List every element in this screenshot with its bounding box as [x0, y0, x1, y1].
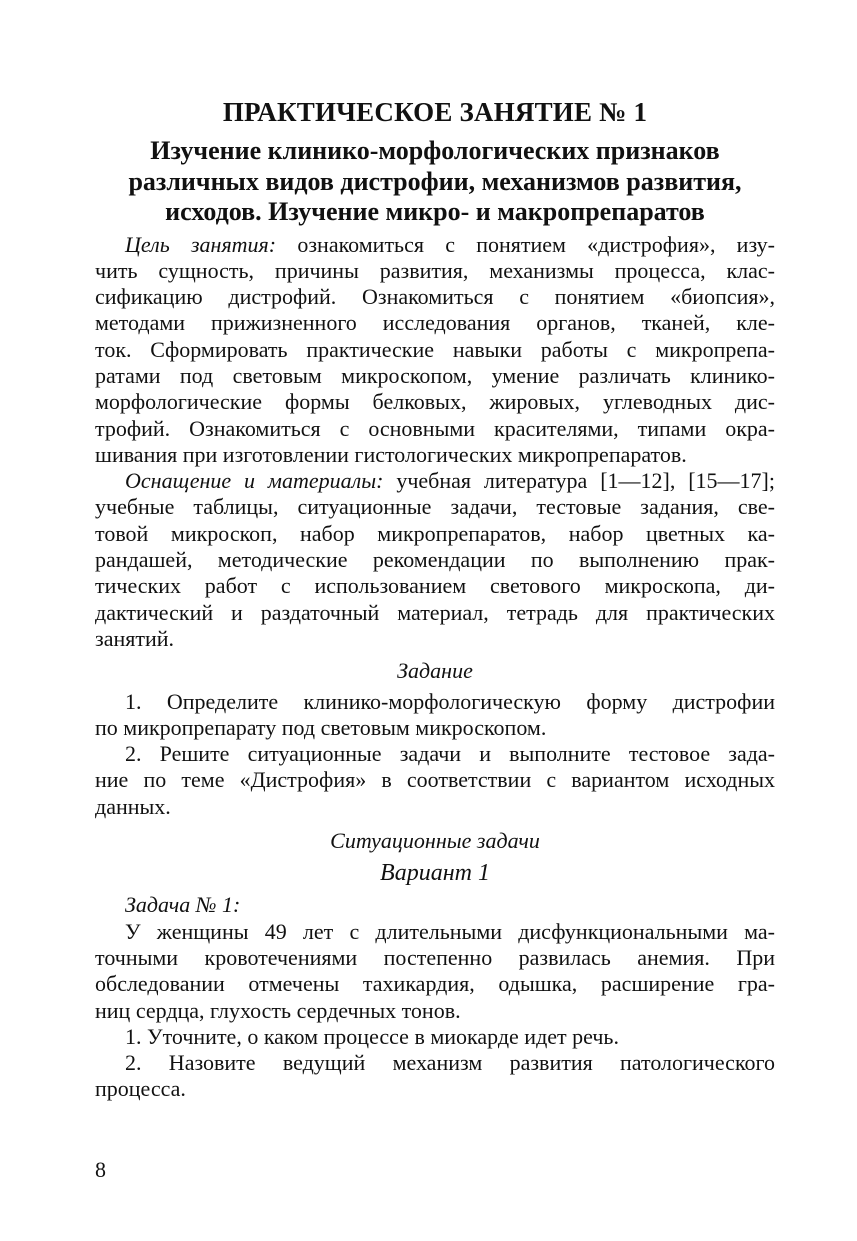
equipment-line: товой микроскоп, набор микропрепаратов, набор цветных ка-: [95, 520, 775, 546]
variant-heading: Вариант 1: [380, 860, 490, 887]
equipment-line: учебные таблицы, ситуационные задачи, тестовые задания, све-: [95, 494, 775, 520]
goal-line: чить сущность, причины развития, механизмы процесса, клас-: [95, 257, 775, 283]
subtitle-line: Изучение клинико-морфологических признаков: [150, 136, 720, 165]
task-heading: Задание: [397, 658, 473, 684]
problem-line: У женщины 49 лет с длительными дисфункциональными ма-: [125, 918, 775, 944]
equipment-line-text: учебная литература [1—12], [15—17];: [383, 468, 775, 494]
goal-line-text: ознакомиться с понятием «дистрофия», изу-: [276, 231, 776, 257]
situational-heading: Ситуационные задачи: [330, 828, 540, 854]
goal-paragraph: [95, 232, 775, 469]
task-line: 2. Решите ситуационные задачи и выполните тестовое зада-: [125, 741, 775, 767]
goal-line: шивания при изготовлении гистологических микропрепаратов.: [95, 441, 687, 467]
equipment-line: дактический и раздаточный материал, тетрадь для практических: [95, 599, 775, 625]
goal-line: методами прижизненного исследования органов, тканей, кле-: [95, 310, 775, 336]
goal-line: ратами под световым микроскопом, умение различать клинико-: [95, 362, 775, 388]
equipment-line: тических работ с использованием светового микроскопа, ди-: [95, 573, 775, 599]
task-line: по микропрепарату под световым микроскопом.: [95, 714, 547, 740]
page-number: 8: [95, 1157, 106, 1182]
page-content: [95, 96, 775, 1103]
problem-text: [95, 919, 775, 1024]
subtitle-line: различных видов дистрофии, механизмов развития,: [128, 166, 742, 196]
problem-line: ниц сердца, глухость сердечных тонов.: [95, 997, 461, 1023]
equipment-line: занятий.: [95, 625, 175, 651]
question-line: процесса.: [95, 1076, 186, 1102]
question-line: 2. Назовите ведущий механизм развития патологического: [125, 1050, 775, 1076]
lesson-subtitle: [95, 136, 775, 228]
goal-label: Цель занятия:: [125, 231, 277, 257]
question-item: [95, 1050, 775, 1103]
task-line: ние по теме «Дистрофия» в соответствии с вариантом исходных: [95, 767, 775, 793]
problem-line: точными кровотечениями постепенно развилась анемия. При: [95, 944, 775, 970]
subtitle-line: исходов. Изучение микро- и макропрепаратов: [165, 197, 705, 226]
task-item: [95, 741, 775, 820]
goal-line: морфологические формы белковых, жировых, углеводных дис-: [95, 389, 775, 415]
problem-line: обследовании отмечены тахикардия, одышка, расширение гра-: [95, 971, 775, 997]
equipment-line: рандашей, методические рекомендации по выполнению прак-: [95, 547, 775, 573]
question-line: 1. Уточните, о каком процессе в миокарде идет речь.: [125, 1023, 619, 1049]
equipment-paragraph: [95, 468, 775, 652]
task-line: данных.: [95, 793, 171, 819]
task-item: [95, 689, 775, 742]
equipment-line: [95, 468, 775, 494]
goal-line: трофий. Ознакомиться с основными красителями, типами окра-: [95, 415, 775, 441]
goal-line: сификацию дистрофий. Ознакомиться с понятием «биопсия»,: [95, 284, 775, 310]
task-line: 1. Определите клинико-морфологическую форму дистрофии: [125, 688, 775, 714]
goal-line: ток. Сформировать практические навыки работы с микропрепа-: [95, 336, 775, 362]
problem-label: Задача № 1:: [125, 892, 241, 918]
equipment-label: Оснащение и материалы:: [125, 468, 384, 494]
goal-line: [95, 232, 775, 258]
page-title: ПРАКТИЧЕСКОЕ ЗАНЯТИЕ № 1: [222, 97, 648, 127]
question-item: [95, 1024, 775, 1050]
